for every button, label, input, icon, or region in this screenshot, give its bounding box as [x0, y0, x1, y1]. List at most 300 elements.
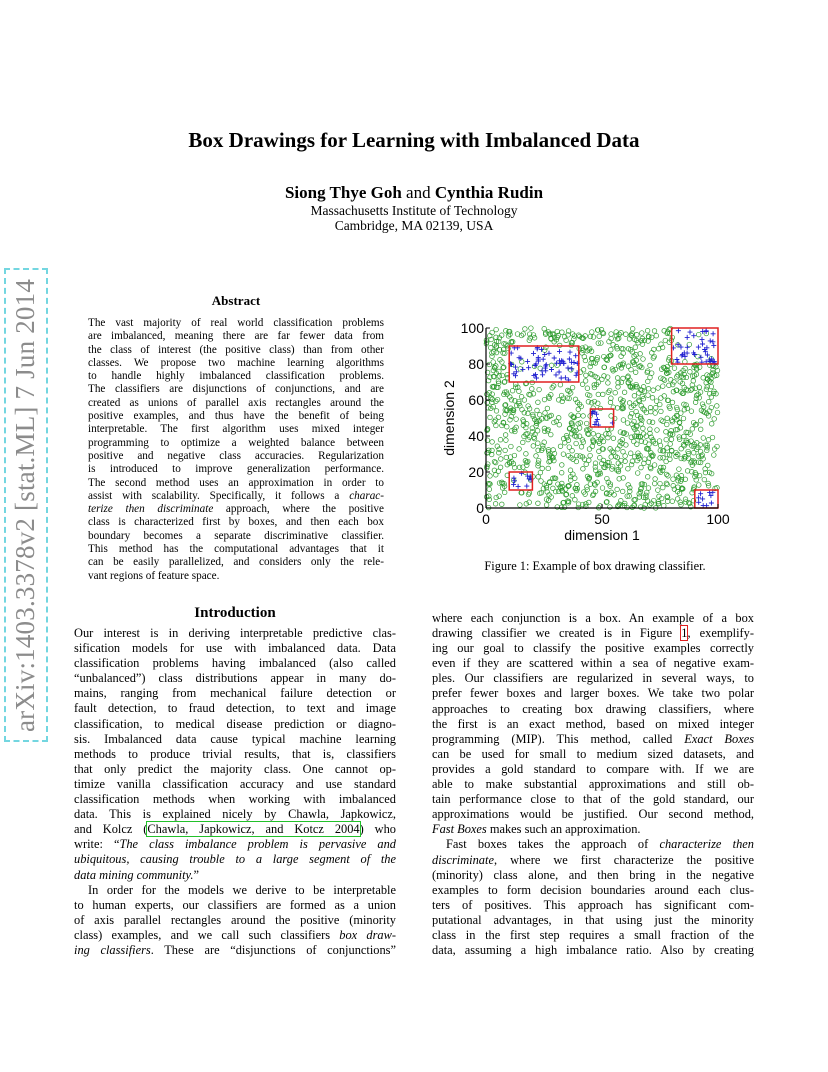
positive-point	[709, 501, 714, 506]
text-line: sis. Imbalanced data cause typical machine learning	[74, 731, 396, 746]
author-first: Siong Thye Goh	[284, 183, 402, 202]
positive-point	[552, 356, 557, 361]
right-paragraph-b	[432, 747, 754, 822]
y-tick-label: 100	[460, 320, 484, 336]
text-line: boundary becomes a separate discriminative classifier.	[88, 529, 384, 542]
positive-point	[711, 343, 716, 348]
negative-point	[659, 396, 664, 401]
negative-point	[646, 393, 651, 398]
right-p3-line-1: Fast boxes takes the approach of characterize then	[446, 837, 754, 852]
negative-point	[536, 475, 541, 480]
negative-point	[499, 457, 504, 462]
negative-point	[642, 457, 647, 462]
negative-point	[527, 406, 532, 411]
negative-point	[576, 413, 581, 418]
negative-point	[690, 490, 695, 495]
x-axis-label: dimension 1	[564, 527, 640, 543]
negative-point	[647, 419, 652, 424]
negative-point	[648, 375, 653, 380]
negative-point	[596, 392, 601, 397]
negative-point	[494, 473, 499, 478]
negative-point	[661, 384, 666, 389]
positive-point	[524, 484, 529, 489]
affiliation-institution: Massachusetts Institute of Technology	[310, 203, 518, 218]
negative-point	[706, 399, 711, 404]
x-tick-label: 0	[482, 511, 490, 527]
negative-point	[659, 409, 664, 414]
abstract-body	[88, 317, 384, 583]
negative-point	[537, 387, 542, 392]
negative-point	[645, 328, 650, 333]
negative-point	[490, 440, 495, 445]
affiliation-address: Cambridge, MA 02139, USA	[334, 218, 494, 233]
citation-line: and Kolcz (Chawla, Japkowicz, and Kotcz 2004) who	[74, 822, 396, 837]
negative-point	[487, 487, 492, 492]
negative-point	[649, 371, 654, 376]
positive-point	[516, 484, 521, 489]
positive-point	[708, 338, 713, 343]
negative-point	[654, 333, 659, 338]
negative-point	[609, 332, 614, 337]
negative-point	[494, 409, 499, 414]
negative-point	[500, 502, 505, 507]
negative-point	[696, 332, 701, 337]
negative-point	[531, 444, 536, 449]
text-line: programming to optimize a weighted balance between	[88, 436, 384, 449]
positive-point	[711, 331, 716, 336]
negative-point	[620, 489, 625, 494]
negative-point	[633, 370, 638, 375]
negative-point	[576, 407, 581, 412]
negative-point	[542, 397, 547, 402]
positive-point	[543, 363, 548, 368]
decision-box	[509, 346, 579, 382]
text-line: tain performance close to that of the gold standard, our	[432, 792, 754, 807]
negative-point	[653, 405, 658, 410]
negative-point	[497, 450, 502, 455]
negative-point	[712, 417, 717, 422]
negative-point	[632, 439, 637, 444]
positive-point	[685, 345, 690, 350]
negative-point	[504, 438, 509, 443]
right-line-2: drawing classifier we created is in Figure 1, exemplify-	[432, 626, 754, 641]
negative-point	[624, 332, 629, 337]
negative-point	[627, 401, 632, 406]
negative-point	[645, 490, 650, 495]
negative-point	[658, 481, 663, 486]
text-line: approximations would be justified. Our second method,	[432, 807, 754, 822]
positive-point	[572, 360, 577, 365]
arxiv-identifier[interactable]: arXiv:1403.3378v2 [stat.ML] 7 Jun 2014	[4, 268, 48, 742]
negative-point	[652, 347, 657, 352]
negative-point	[715, 404, 720, 409]
positive-point	[547, 351, 552, 356]
negative-point	[650, 351, 655, 356]
negative-point	[496, 415, 501, 420]
negative-point	[591, 335, 596, 340]
right-line-1: where each conjunction is a box. An example of a box	[432, 611, 754, 625]
negative-point	[688, 370, 693, 375]
negative-point	[677, 467, 682, 472]
y-tick-label: 0	[476, 500, 484, 516]
text-line: created as unions of parallel axis rectangles around the	[88, 396, 384, 409]
positive-point	[679, 345, 684, 350]
negative-point	[584, 421, 589, 426]
negative-point	[655, 428, 660, 433]
negative-point	[625, 421, 630, 426]
negative-point	[608, 505, 613, 510]
negative-point	[558, 444, 563, 449]
negative-point	[696, 354, 701, 359]
negative-point	[545, 406, 550, 411]
negative-point	[615, 376, 620, 381]
negative-point	[514, 417, 519, 422]
negative-point	[709, 422, 714, 427]
negative-point	[639, 465, 644, 470]
y-axis-label: dimension 2	[441, 380, 457, 456]
text-line: data, assuming a high imbalance ratio. Also by creating	[432, 943, 754, 958]
negative-point	[560, 463, 565, 468]
negative-point	[549, 413, 554, 418]
negative-point	[689, 409, 694, 414]
negative-point	[487, 497, 492, 502]
negative-point	[488, 415, 493, 420]
negative-point	[712, 453, 717, 458]
negative-point	[658, 470, 663, 475]
author-and: and	[406, 183, 431, 202]
negative-point	[626, 466, 631, 471]
negative-point	[650, 396, 655, 401]
negative-point	[630, 326, 635, 331]
negative-point	[642, 461, 647, 466]
negative-point	[640, 331, 645, 336]
negative-point	[669, 437, 674, 442]
negative-point	[518, 503, 523, 508]
text-line: are imbalanced, meaning there are far fewer data from	[88, 330, 384, 343]
negative-point	[534, 454, 539, 459]
negative-point	[579, 445, 584, 450]
negative-point	[503, 433, 508, 438]
intro-p2-line-2: to human experts, our classifiers are formed as a union	[74, 897, 396, 912]
negative-point	[536, 441, 541, 446]
negative-point	[663, 338, 668, 343]
negative-point	[494, 350, 499, 355]
negative-point	[524, 452, 529, 457]
negative-point	[559, 470, 564, 475]
text-line: class is characterized first by boxes, and then each box	[88, 516, 384, 529]
text-line: The classifiers are disjunctions of conjunctions, and are	[88, 383, 384, 396]
negative-point	[574, 459, 579, 464]
text-line: can be easily parallelized, and considers only the rele-	[88, 556, 384, 569]
negative-point	[520, 360, 525, 365]
negative-point	[488, 474, 493, 479]
text-line: the first is an exact method, based on mixed integer	[432, 716, 754, 731]
section-heading-introduction: Introduction	[194, 605, 276, 621]
negative-point	[615, 487, 620, 492]
positive-point	[549, 367, 554, 372]
y-tick-label: 60	[468, 392, 484, 408]
negative-point	[682, 407, 687, 412]
quote-line-3: data mining community.”	[74, 867, 199, 882]
text-line: Our interest is in deriving interpretable predictive clas-	[74, 626, 396, 640]
positive-point	[679, 353, 684, 358]
negative-point	[613, 390, 618, 395]
negative-point	[532, 336, 537, 341]
text-line: prefer fewer boxes and larger boxes. We take two polar	[432, 686, 754, 701]
negative-point	[668, 378, 673, 383]
negative-point	[672, 380, 677, 385]
negative-point	[668, 406, 673, 411]
negative-point	[557, 422, 562, 427]
negative-point	[549, 363, 554, 368]
negative-point	[543, 411, 548, 416]
negative-point	[527, 491, 532, 496]
intro-left-column	[74, 626, 396, 958]
negative-point	[691, 379, 696, 384]
text-line: (minority) class alone, and then bring in the negative	[432, 867, 754, 882]
negative-point	[710, 435, 715, 440]
negative-point	[658, 402, 663, 407]
text-line: class in the first step requires a small fraction of the	[432, 927, 754, 942]
negative-point	[652, 498, 657, 503]
intro-p2-line-3: of axis parallel rectangles around the positive (minority	[74, 912, 396, 927]
negative-point	[715, 410, 720, 415]
negative-point	[509, 444, 514, 449]
negative-point	[570, 385, 575, 390]
negative-point	[651, 388, 656, 393]
right-fast-line: Fast Boxes makes such an approximation.	[432, 822, 641, 837]
positive-point	[688, 330, 693, 335]
negative-point	[664, 437, 669, 442]
negative-point	[517, 447, 522, 452]
negative-point	[701, 436, 706, 441]
negative-point	[623, 454, 628, 459]
negative-point	[555, 505, 560, 510]
text-line: timize vanilla classification accuracy and use standard	[74, 776, 396, 791]
negative-point	[706, 463, 711, 468]
negative-point	[609, 455, 614, 460]
negative-point	[657, 439, 662, 444]
negative-point	[686, 456, 691, 461]
negative-point	[681, 416, 686, 421]
negative-point	[635, 442, 640, 447]
negative-point	[520, 407, 525, 412]
figure-1-link[interactable]: 1	[681, 626, 688, 641]
negative-point	[702, 477, 707, 482]
positive-point	[674, 357, 679, 362]
positive-point	[534, 376, 539, 381]
x-tick-label: 50	[594, 511, 610, 527]
negative-point	[705, 448, 710, 453]
positive-point	[569, 366, 574, 371]
paper-title: Box Drawings for Learning with Imbalanced Data	[188, 128, 640, 152]
negative-point	[580, 382, 585, 387]
negative-point	[536, 501, 541, 506]
negative-point	[606, 381, 611, 386]
negative-point	[668, 457, 673, 462]
right-paragraph-c	[432, 868, 754, 959]
negative-point	[632, 394, 637, 399]
text-line: classification methods when working with imbalanced	[74, 792, 396, 807]
positive-point	[710, 339, 715, 344]
negative-point	[581, 414, 586, 419]
negative-point	[494, 327, 499, 332]
negative-point	[633, 345, 638, 350]
negative-point	[519, 394, 524, 399]
figure-1	[436, 318, 756, 546]
negative-point	[492, 460, 497, 465]
negative-point	[690, 427, 695, 432]
text-line: terize then discriminate approach, where the positive	[88, 503, 384, 516]
negative-point	[679, 446, 684, 451]
negative-point	[653, 477, 658, 482]
positive-point	[543, 368, 548, 373]
positive-point	[691, 333, 696, 338]
text-line: ters of positives. This approach has significant com-	[432, 897, 754, 912]
negative-point	[491, 360, 496, 365]
negative-point	[570, 448, 575, 453]
negative-point	[635, 332, 640, 337]
negative-point	[556, 416, 561, 421]
text-line: positive and negative class accuracies. Regularization	[88, 449, 384, 462]
negative-point	[665, 482, 670, 487]
text-line: ples. Our classifiers are regularized in several ways, to	[432, 671, 754, 686]
negative-point	[490, 330, 495, 335]
negative-point	[573, 497, 578, 502]
negative-point	[670, 499, 675, 504]
negative-point	[611, 436, 616, 441]
negative-point	[585, 386, 590, 391]
negative-point	[597, 334, 602, 339]
negative-point	[641, 426, 646, 431]
text-line: “unbalanced”) class distributions appear in many do-	[74, 671, 396, 686]
negative-point	[672, 366, 677, 371]
positive-point	[544, 362, 549, 367]
negative-point	[529, 326, 534, 331]
text-line: positive examples, and thus have the benefit of being	[88, 410, 384, 423]
positive-point	[531, 351, 536, 356]
negative-point	[664, 430, 669, 435]
negative-point	[645, 475, 650, 480]
text-line: approaches to creating box drawing classifiers, where	[432, 701, 754, 716]
positive-point	[566, 366, 571, 371]
negative-point	[510, 388, 515, 393]
positive-point	[557, 370, 562, 375]
text-line: The second method uses an approximation in order to	[88, 476, 384, 489]
text-line: sification models for use with imbalanced data. Data	[74, 641, 396, 656]
text-line: able to make substantial approximations and still ob-	[432, 777, 754, 792]
negative-point	[549, 432, 554, 437]
text-line: classification, to medical disease prediction or diagno-	[74, 716, 396, 731]
positive-point	[526, 365, 531, 370]
text-line: examples to form decision boundaries around each clus-	[432, 882, 754, 897]
negative-point	[652, 463, 657, 468]
intro-p2-line-1: In order for the models we derive to be interpretable	[88, 882, 396, 897]
negative-point	[512, 453, 517, 458]
negative-point	[646, 486, 651, 491]
text-line: even if they are scattered within a sea of negative exam-	[432, 656, 754, 671]
negative-point	[661, 485, 666, 490]
text-line: that only predict the majority class. One cannot op-	[74, 761, 396, 776]
negative-point	[494, 495, 499, 500]
text-line: the class of interest (the positive class) than from other	[88, 343, 384, 356]
negative-point	[493, 502, 498, 507]
text-line: classification problems having imbalanced (also called	[74, 656, 396, 671]
text-line: data. This is explained nicely by Chawla, Japkowicz,	[74, 807, 396, 822]
right-mip-line: programming (MIP). This method, called Exact Boxes	[432, 731, 755, 746]
negative-point	[589, 400, 594, 405]
positive-point	[541, 357, 546, 362]
text-line: is introduced to improve generalization performance.	[88, 463, 384, 476]
x-tick-label: 100	[706, 511, 730, 527]
negative-point	[646, 387, 651, 392]
negative-point	[652, 481, 657, 486]
negative-point	[561, 452, 566, 457]
text-line: classes. We propose two machine learning algorithms	[88, 356, 384, 369]
negative-point	[604, 432, 609, 437]
positive-point	[700, 337, 705, 342]
negative-point	[656, 488, 661, 493]
negative-point	[540, 466, 545, 471]
negative-point	[698, 427, 703, 432]
negative-point	[612, 493, 617, 498]
intro-p2-line-5: ing classifiers. These are “disjunctions of conjunctions”	[74, 942, 396, 957]
negative-point	[668, 442, 673, 447]
text-line: can be used for small to medium sized datasets, and	[432, 746, 754, 761]
negative-point	[641, 357, 646, 362]
negative-point	[536, 400, 541, 405]
right-paragraph-a	[432, 641, 754, 732]
negative-point	[662, 503, 667, 508]
negative-point	[662, 394, 667, 399]
citation-link[interactable]: Chawla, Japkowicz, and Kotcz 2004	[147, 822, 360, 837]
text-line: mains, ranging from mechanical failure detection or	[74, 686, 396, 701]
positive-point	[573, 353, 578, 358]
negative-point	[697, 483, 702, 488]
negative-point	[653, 411, 658, 416]
negative-point	[523, 327, 528, 332]
negative-point	[587, 447, 592, 452]
negative-point	[685, 469, 690, 474]
y-tick-label: 40	[468, 428, 484, 444]
negative-point	[671, 477, 676, 482]
positive-point	[696, 345, 701, 350]
positive-point	[540, 372, 545, 377]
negative-point	[521, 440, 526, 445]
negative-point	[601, 392, 606, 397]
negative-point	[584, 462, 589, 467]
abstract-heading: Abstract	[211, 293, 261, 308]
negative-point	[503, 448, 508, 453]
positive-point	[698, 355, 703, 360]
negative-point	[535, 408, 540, 413]
negative-point	[635, 471, 640, 476]
positive-point	[685, 335, 690, 340]
negative-point	[497, 494, 502, 499]
intro-right-column	[432, 611, 754, 958]
scatter-plot	[436, 318, 756, 546]
positive-point	[542, 352, 547, 357]
negative-point	[590, 330, 595, 335]
y-tick-label: 80	[468, 356, 484, 372]
negative-point	[598, 455, 603, 460]
negative-point	[588, 371, 593, 376]
negative-point	[502, 490, 507, 495]
text-line: provides a gold standard to compare with. If we are	[432, 761, 754, 776]
text-line: interpretable. The first algorithm uses mixed integer	[88, 423, 384, 436]
negative-point	[541, 486, 546, 491]
negative-point	[521, 465, 526, 470]
